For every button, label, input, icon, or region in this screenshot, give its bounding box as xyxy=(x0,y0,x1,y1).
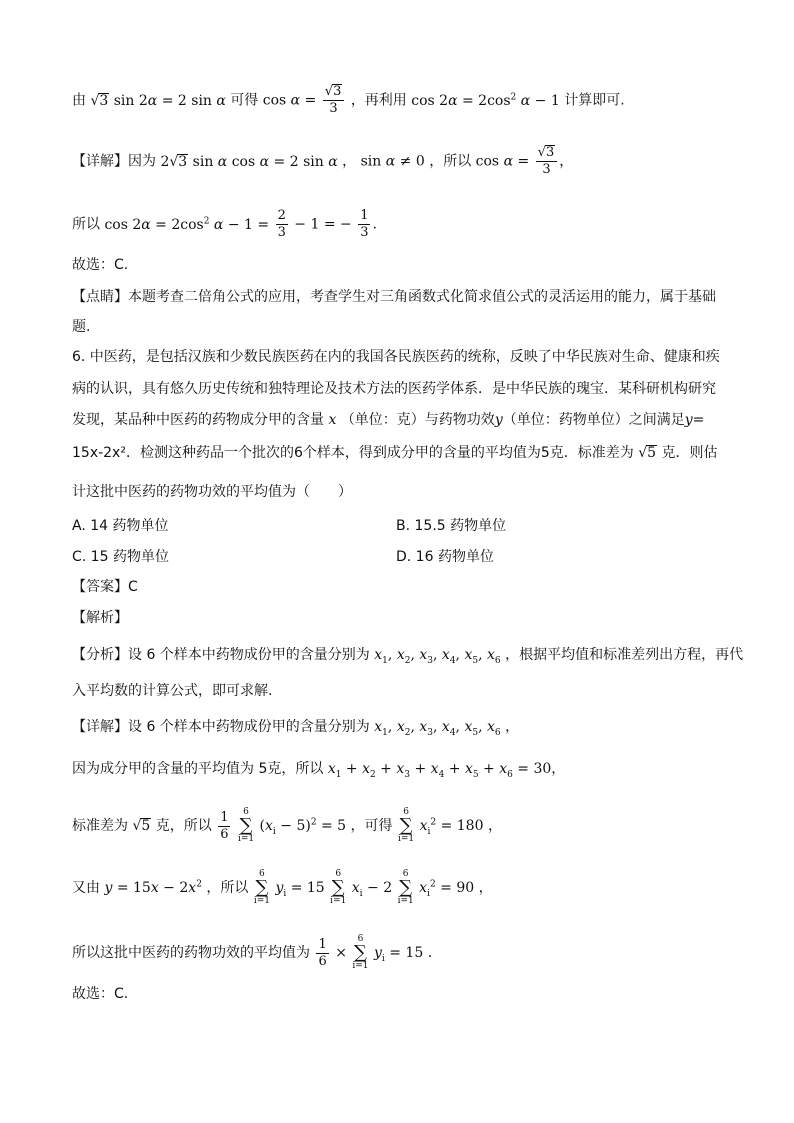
summation: 6 ∑ i=1 xyxy=(397,869,414,906)
line-detail-1: 【详解】因为 2√3 sin α cos α = 2 sin α ， sin α ≠ 0 ，所以 cos α = $\frac{√3}{3}$ ， xyxy=(72,145,574,177)
text: （单位：克）与药物功效 xyxy=(340,412,495,428)
text: 15x-2x²．检测这种药品一个批次的6个样本，得到成分甲的含量的平均值为5克．标准差为 xyxy=(72,445,634,461)
math: $\cos 2\alpha = 2\cos^2$ α − 1 = xyxy=(104,215,270,233)
analysis-heading: 【解析】 xyxy=(72,610,128,626)
math: cos α = xyxy=(262,92,317,109)
answer: 【答案】C xyxy=(72,579,138,595)
text: ，根据平均值和标准差列出方程，再代 xyxy=(505,647,744,663)
text: 克．则估 xyxy=(661,445,718,461)
question-6-line-3: 发现，某品种中医药的药物成分甲的含量 x （单位：克）与药物功效y（单位：药物单位）之间满足y= xyxy=(72,412,705,428)
fraction: $\frac{√3}{3}$ xyxy=(323,84,345,117)
text: 【详解】设 6 个样本中药物成份甲的含量分别为 xyxy=(72,719,370,735)
analysis-line-2: 入平均数的计算公式，即可求解. xyxy=(72,683,273,699)
text: 因为成分甲的含量的平均值为 5克，所以 xyxy=(72,761,324,777)
text: 计算即可. xyxy=(564,92,625,109)
question-6-line-1: 6. 中医药，是包括汉族和少数民族医药在内的我国各民族医药的统称，反映了中华民族对生命、健康和疾 xyxy=(72,349,720,365)
question-6-line-4: 15x-2x²．检测这种药品一个批次的6个样本，得到成分甲的含量的平均值为5克．标准差为 √5 克．则估 xyxy=(72,445,718,461)
text: ，所以 xyxy=(429,153,472,170)
math: cos α = xyxy=(475,153,530,170)
text: 又由 xyxy=(72,880,100,896)
fraction: $\frac{1}{6}$ xyxy=(220,809,229,842)
summation: 6 ∑ i=1 xyxy=(330,869,347,906)
detail-line-2: 因为成分甲的含量的平均值为 5克，所以 $x_1 + x_2 + x_3 + x_4 + x_5 + x_6 = 30$， xyxy=(72,761,566,780)
text: ， xyxy=(342,153,357,170)
detail-line-3: 标准差为 √5 克，所以 $\frac{1}{6}$ 6 ∑ i=1 $(x_i - 5)^2 = 5$ ，可得 6 ∑ i=1 $x_i^2 = 180$ ， xyxy=(72,807,502,844)
detail-line-1: 【详解】设 6 个样本中药物成份甲的含量分别为 $x_1$, $x_2$, $x_3$, $x_4$, $x_5$, $x_6$ ， xyxy=(72,719,520,738)
text: ， xyxy=(487,818,502,834)
summation: 6 ∑ i=1 xyxy=(398,807,415,844)
text: （单位：药物单位）之间满足 xyxy=(502,412,685,428)
line-choice: 故选：C. xyxy=(72,257,129,273)
text: 所以 xyxy=(72,216,100,233)
math: sin α ≠ 0 xyxy=(360,153,425,170)
text: ，再利用 xyxy=(350,92,407,109)
text: 克，所以 xyxy=(155,818,212,834)
line-detail-2: 所以 $\cos 2\alpha = 2\cos^2$ α − 1 = $\frac{2}{3}$ − 1 = − $\frac{1}{3}$ . xyxy=(72,208,377,240)
text: 【详解】因为 xyxy=(72,153,156,170)
line-comment-2: 题. xyxy=(72,319,91,335)
text: 由 xyxy=(72,92,86,109)
analysis-line-1: 【分析】设 6 个样本中药物成份甲的含量分别为 $x_1$, $x_2$, $x_3$, $x_4$, $x_5$, $x_6$ ，根据平均值和标准差列出方程，再代 xyxy=(72,647,744,666)
option-d: D. 16 药物单位 xyxy=(396,549,494,565)
line-hint xyxy=(72,84,625,117)
option-b: B. 15.5 药物单位 xyxy=(396,518,507,534)
math: $\cos 2\alpha = 2\cos^2$ α − 1 xyxy=(411,91,560,109)
text: 【分析】设 6 个样本中药物成份甲的含量分别为 xyxy=(72,647,370,663)
text: 可得 xyxy=(230,92,259,109)
math: 2√3 sin α cos α = 2 sin α xyxy=(160,153,338,170)
text: ，可得 xyxy=(350,818,393,834)
question-6-line-5: 计这批中医药的药物功效的平均值为（ ） xyxy=(72,484,352,500)
line-comment: 【点睛】本题考查二倍角公式的应用，考查学生对三角函数式化简求值公式的灵活运用的能力，属于基础 xyxy=(72,289,716,305)
math: √3 sin 2α = 2 sin α xyxy=(90,92,226,109)
text: ，所以 xyxy=(206,880,249,896)
text: 发现，某品种中医药的药物成分甲的含量 xyxy=(72,412,324,428)
fraction: $\frac{2}{3}$ xyxy=(277,208,286,240)
text: 所以这批中医药的药物功效的平均值为 xyxy=(72,945,310,961)
detail-line-4: 又由 $y = 15x - 2x^2$ ，所以 6 ∑ i=1 $y_i = 15$ 6 ∑ i=1 $x_i - 2$ 6 ∑ i=1 $x_i^2 = 90$ ， xyxy=(72,869,493,906)
text: ， xyxy=(478,880,493,896)
option-a: A. 14 药物单位 xyxy=(72,518,169,534)
summation: 6 ∑ i=1 xyxy=(253,869,270,906)
text: 标准差为 xyxy=(72,818,128,834)
summation: 6 ∑ i=1 xyxy=(237,807,255,844)
text: . xyxy=(427,945,433,961)
detail-line-5: 所以这批中医药的药物功效的平均值为 $\frac{1}{6}$ × 6 ∑ i=1 $y_i = 15$ . xyxy=(72,934,433,971)
fraction: $\frac{√3}{3}$ xyxy=(536,145,558,178)
fraction: $\frac{1}{6}$ xyxy=(318,936,327,969)
line-final-choice: 故选：C. xyxy=(72,986,129,1002)
question-6-line-2: 病的认识，具有悠久历史传统和独特理论及技术方法的医药学体系．是中华民族的瑰宝．某科研机构研究 xyxy=(72,381,716,397)
option-c: C. 15 药物单位 xyxy=(72,549,169,565)
fraction: $\frac{1}{3}$ xyxy=(360,208,369,240)
text: ， xyxy=(505,719,520,735)
summation: 6 ∑ i=1 xyxy=(352,934,369,971)
